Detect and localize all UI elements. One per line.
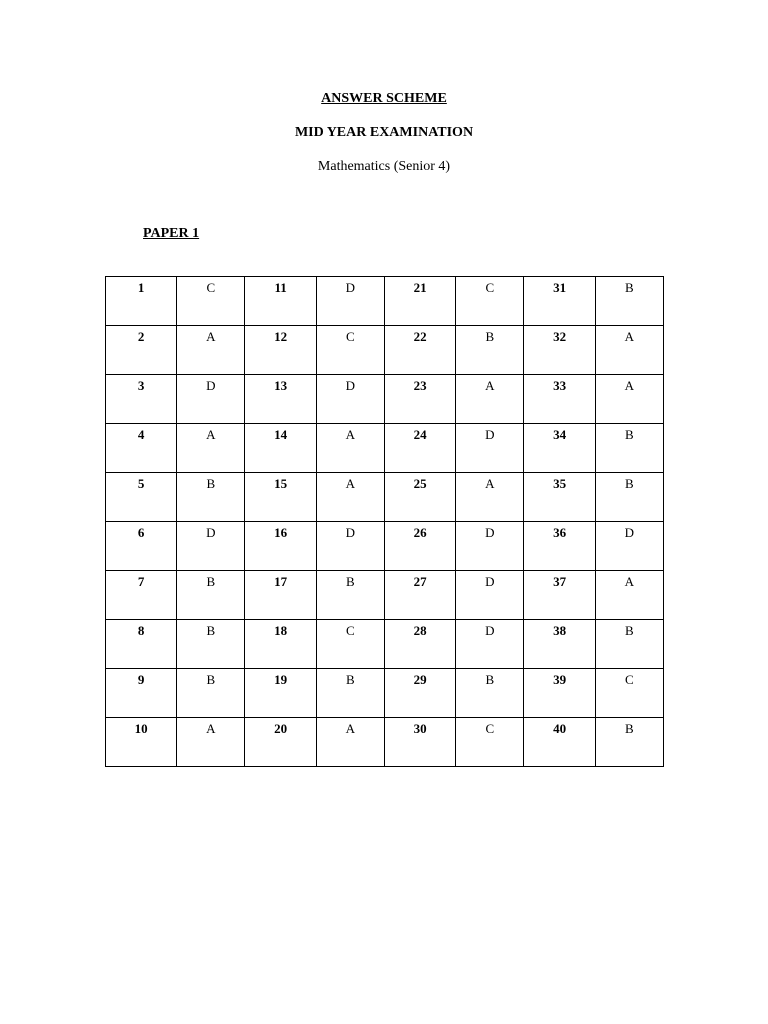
answer-cell: D <box>316 522 384 571</box>
question-number: 8 <box>106 620 177 669</box>
question-number: 23 <box>384 375 455 424</box>
answer-cell: B <box>595 718 663 767</box>
answer-cell: C <box>595 669 663 718</box>
answer-table <box>105 276 664 767</box>
question-number: 14 <box>245 424 316 473</box>
answer-cell: B <box>595 473 663 522</box>
question-number: 9 <box>106 669 177 718</box>
exam-name: MID YEAR EXAMINATION <box>294 125 474 140</box>
table-row <box>106 424 664 473</box>
question-number: 7 <box>106 571 177 620</box>
answer-cell: B <box>316 669 384 718</box>
question-number: 21 <box>384 277 455 326</box>
question-number: 20 <box>245 718 316 767</box>
question-number: 10 <box>106 718 177 767</box>
question-number: 24 <box>384 424 455 473</box>
question-number: 13 <box>245 375 316 424</box>
question-number: 27 <box>384 571 455 620</box>
answer-cell: B <box>595 620 663 669</box>
question-number: 6 <box>106 522 177 571</box>
question-number: 36 <box>524 522 595 571</box>
table-row <box>106 277 664 326</box>
document-title: ANSWER SCHEME <box>321 91 447 106</box>
question-number: 2 <box>106 326 177 375</box>
question-number: 22 <box>384 326 455 375</box>
answer-cell: A <box>456 473 524 522</box>
question-number: 5 <box>106 473 177 522</box>
answer-cell: B <box>177 620 245 669</box>
table-row <box>106 669 664 718</box>
answer-cell: C <box>316 326 384 375</box>
answer-cell: C <box>177 277 245 326</box>
answer-cell: C <box>316 620 384 669</box>
answer-cell: A <box>177 326 245 375</box>
answer-cell: A <box>595 571 663 620</box>
answer-cell: D <box>316 375 384 424</box>
answer-cell: D <box>456 571 524 620</box>
answer-cell: A <box>595 375 663 424</box>
answer-cell: C <box>456 277 524 326</box>
answer-cell: C <box>456 718 524 767</box>
question-number: 12 <box>245 326 316 375</box>
question-number: 31 <box>524 277 595 326</box>
question-number: 11 <box>245 277 316 326</box>
question-number: 17 <box>245 571 316 620</box>
table-row <box>106 326 664 375</box>
question-number: 18 <box>245 620 316 669</box>
question-number: 16 <box>245 522 316 571</box>
question-number: 29 <box>384 669 455 718</box>
answer-cell: D <box>456 424 524 473</box>
answer-cell: B <box>177 571 245 620</box>
answer-cell: D <box>456 620 524 669</box>
course-name: Mathematics (Senior 4) <box>317 159 451 174</box>
question-number: 26 <box>384 522 455 571</box>
table-row <box>106 375 664 424</box>
question-number: 3 <box>106 375 177 424</box>
answer-cell: B <box>595 277 663 326</box>
answer-cell: B <box>177 669 245 718</box>
table-row <box>106 571 664 620</box>
question-number: 32 <box>524 326 595 375</box>
answer-cell: D <box>316 277 384 326</box>
answer-cell: B <box>177 473 245 522</box>
question-number: 19 <box>245 669 316 718</box>
answer-cell: A <box>316 718 384 767</box>
answer-cell: D <box>456 522 524 571</box>
answer-cell: D <box>595 522 663 571</box>
question-number: 38 <box>524 620 595 669</box>
answer-cell: A <box>595 326 663 375</box>
question-number: 34 <box>524 424 595 473</box>
question-number: 30 <box>384 718 455 767</box>
table-row <box>106 473 664 522</box>
answer-cell: A <box>456 375 524 424</box>
question-number: 33 <box>524 375 595 424</box>
question-number: 39 <box>524 669 595 718</box>
answer-cell: B <box>595 424 663 473</box>
answer-cell: D <box>177 522 245 571</box>
answer-cell: A <box>316 424 384 473</box>
table-row <box>106 522 664 571</box>
question-number: 4 <box>106 424 177 473</box>
answer-cell: A <box>177 718 245 767</box>
answer-cell: A <box>177 424 245 473</box>
answer-cell: B <box>456 669 524 718</box>
question-number: 28 <box>384 620 455 669</box>
question-number: 40 <box>524 718 595 767</box>
table-row <box>106 718 664 767</box>
section-heading: PAPER 1 <box>143 226 200 241</box>
answer-cell: B <box>456 326 524 375</box>
question-number: 37 <box>524 571 595 620</box>
question-number: 1 <box>106 277 177 326</box>
answer-cell: D <box>177 375 245 424</box>
table-row <box>106 620 664 669</box>
answer-cell: A <box>316 473 384 522</box>
question-number: 25 <box>384 473 455 522</box>
answer-cell: B <box>316 571 384 620</box>
question-number: 15 <box>245 473 316 522</box>
question-number: 35 <box>524 473 595 522</box>
